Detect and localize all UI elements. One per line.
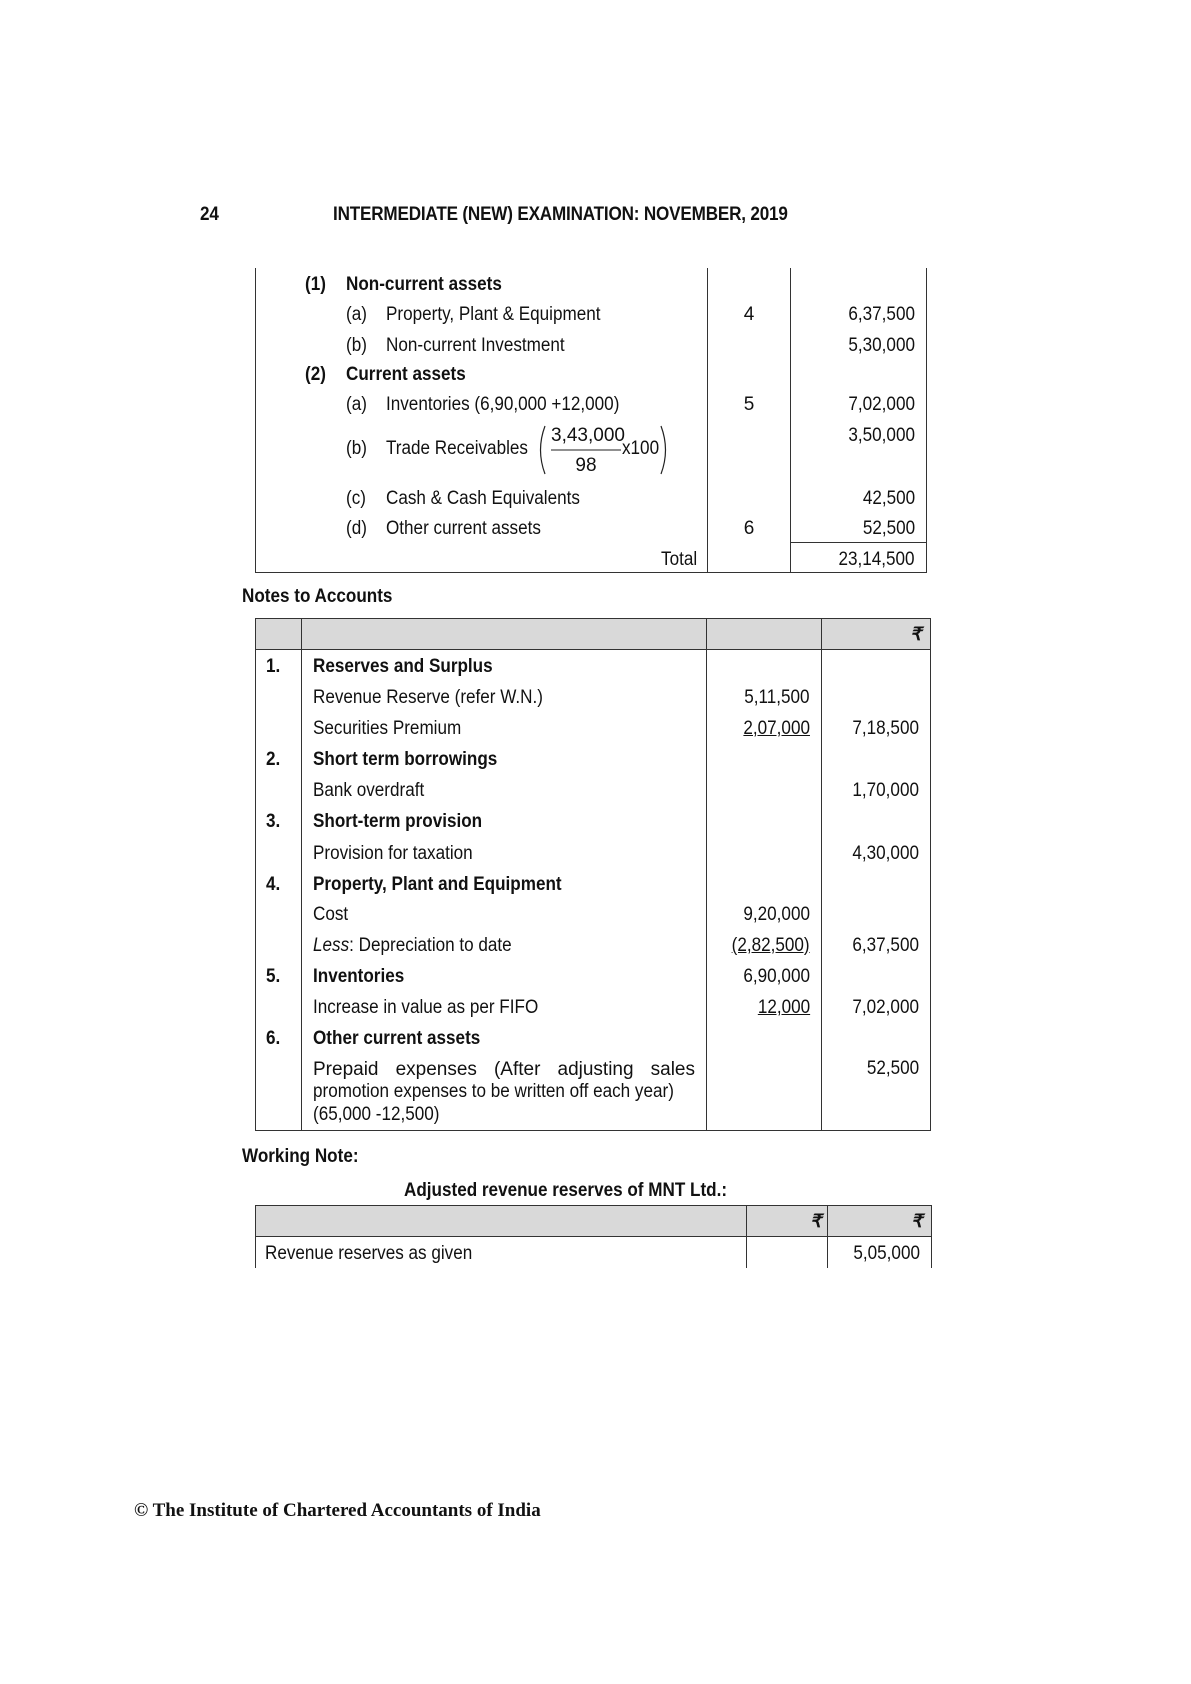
notes-currency: ₹ [910,624,922,644]
cash-letter: (c) [346,488,366,509]
receivables-amount: 3,50,000 [848,425,915,446]
total-label: Total [660,549,697,570]
non-current-heading: Non-current assets [346,274,502,295]
note-4-row-2-sub: (2,82,500) [732,935,810,956]
note-1-num: 1. [266,656,281,677]
cash-amount: 42,500 [862,488,915,509]
note-3-title: Short-term provision [313,811,483,832]
notes-heading: Notes to Accounts [242,586,393,607]
note-6-title: Other current assets [313,1028,481,1049]
page-number: 24 [200,204,219,225]
note-4-less: Less [313,935,350,956]
receivables-label: Trade Receivables [386,438,528,459]
working-note-heading: Working Note: [242,1146,359,1167]
inventories-amount: 7,02,000 [848,394,915,415]
note-6-total: 52,500 [866,1058,919,1079]
non-current-num: (1) [305,274,326,295]
note-2-row-1-label: Bank overdraft [313,780,425,801]
cash-label: Cash & Cash Equivalents [386,488,580,509]
note-3-num: 3. [266,811,281,832]
receivables-multiplier: x100 [622,438,660,459]
working-note-currency-2: ₹ [911,1211,923,1231]
note-6-desc-line-2: promotion expenses to be written off each year) [313,1081,674,1102]
note-4-row-2-label [313,935,512,957]
note-4-row-1-sub: 9,20,000 [743,904,810,925]
receivables-denominator: 98 [575,455,597,476]
receivables-numerator: 3,43,000 [551,425,625,446]
note-6-desc-line-3: (65,000 -12,500) [313,1104,440,1125]
investment-label: Non-current Investment [386,335,565,356]
note-5-row-1-label: Increase in value as per FIFO [313,997,539,1018]
note-1-row-2-label: Securities Premium [313,718,462,739]
other-label: Other current assets [386,518,541,539]
note-3-row-1-label: Provision for taxation [313,843,473,864]
page-title: INTERMEDIATE (NEW) EXAMINATION: NOVEMBER, 2019 [333,204,788,225]
note-1-title: Reserves and Surplus [313,656,493,677]
inventories-note: 5 [743,394,755,415]
ppe-label: Property, Plant & Equipment [386,304,601,325]
note-4-num: 4. [266,874,281,895]
working-note-currency-1: ₹ [810,1211,822,1231]
ppe-note: 4 [743,304,755,325]
note-6-num: 6. [266,1028,281,1049]
other-letter: (d) [346,518,367,539]
note-2-total: 1,70,000 [852,780,919,801]
page-footer: © The Institute of Chartered Accountants of India [134,1500,541,1521]
note-5-title-sub: 6,90,000 [743,966,810,987]
note-3-total: 4,30,000 [852,843,919,864]
note-4-row-2-text: : Depreciation to date [349,935,512,956]
total-amount: 23,14,500 [838,549,915,570]
note-4-title: Property, Plant and Equipment [313,874,562,895]
current-heading: Current assets [346,364,466,385]
ppe-amount: 6,37,500 [848,304,915,325]
current-num: (2) [305,364,326,385]
inventories-letter: (a) [346,394,367,415]
working-note-row-1-label: Revenue reserves as given [265,1243,473,1264]
investment-amount: 5,30,000 [848,335,915,356]
other-note: 6 [743,518,755,539]
note-2-num: 2. [266,749,281,770]
note-1-row-1-sub: 5,11,500 [744,687,810,708]
note-5-title: Inventories [313,966,405,987]
note-1-row-2-sub: 2,07,000 [743,718,810,739]
other-amount: 52,500 [862,518,915,539]
working-note-row-1-amount: 5,05,000 [853,1243,920,1264]
note-5-num: 5. [266,966,281,987]
ppe-letter: (a) [346,304,367,325]
investment-letter: (b) [346,335,367,356]
note-2-title: Short term borrowings [313,749,498,770]
note-6-desc-line-1: Prepaid expenses (After adjusting sales [313,1059,695,1080]
note-4-total: 6,37,500 [852,935,919,956]
note-5-total: 7,02,000 [852,997,919,1018]
note-1-row-1-label: Revenue Reserve (refer W.N.) [313,687,543,708]
note-1-total: 7,18,500 [852,718,919,739]
working-note-subheading: Adjusted revenue reserves of MNT Ltd.: [404,1180,728,1201]
inventories-label: Inventories (6,90,000 +12,000) [386,394,620,415]
receivables-letter: (b) [346,438,367,459]
note-5-row-1-sub: 12,000 [757,997,810,1018]
note-4-row-1-label: Cost [313,904,349,925]
